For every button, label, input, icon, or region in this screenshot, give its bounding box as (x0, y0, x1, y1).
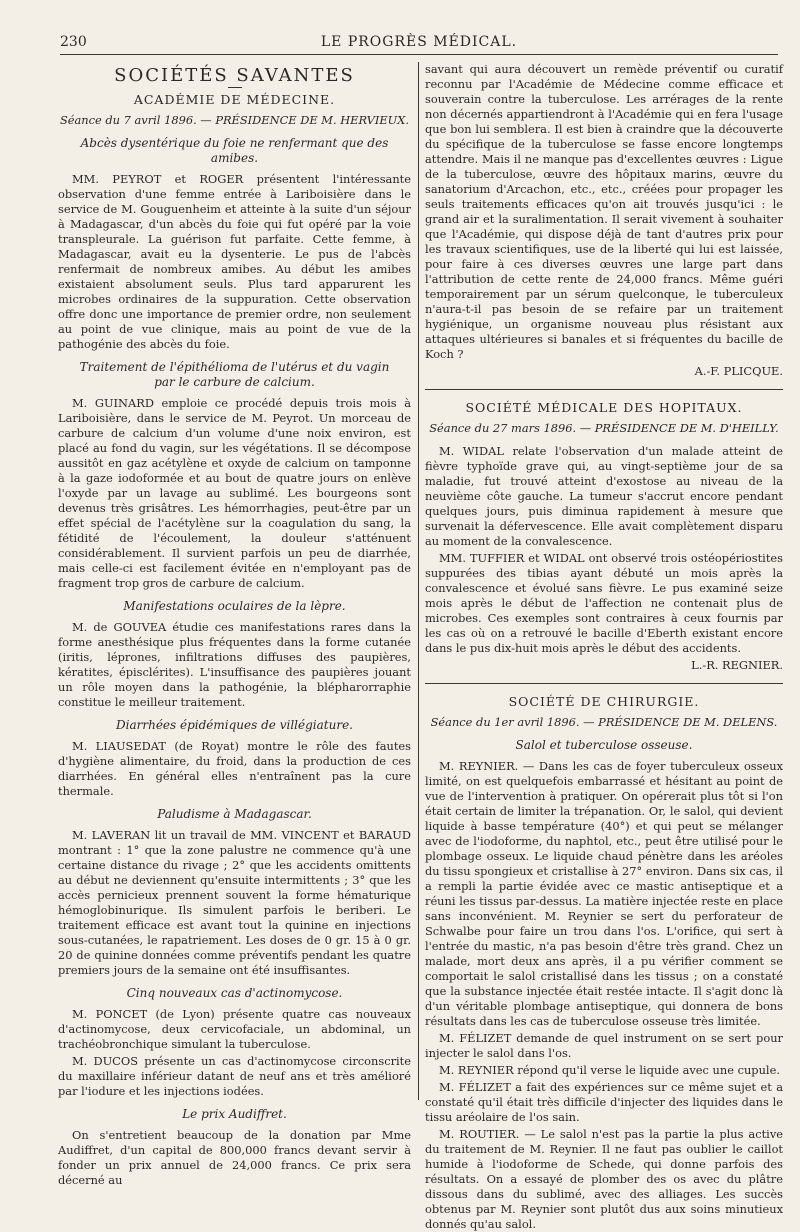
prix-paragraph: On s'entretient beaucoup de la donation par Mme Audiffret, d'un capital de 800,000 francs devant servir à fonder un prix annuel de 24,000 francs. Ce prix sera décerné au (58, 1128, 411, 1187)
abces-title: Abcès dysentérique du foie ne renfermant que des amibes. (80, 136, 389, 165)
actinomycose-paragraph-1: M. PONCET (de Lyon) présente quatre cas nouveaux d'actinomycose, deux cervicofaciale, un abdominal, un trachéobronchique simulant la tuberculose. (58, 1007, 411, 1051)
academy-seance: Séance du 7 avril 1896. — PRÉSIDENCE DE M. HERVIEUX. (59, 113, 410, 127)
continuation-paragraph: savant qui aura découvert un remède préventif ou curatif reconnu par l'Académie de Médecine comme efficace et souverain contre la tuberculose. Les arrérages de la rente non décernés appartiendront à l'Académie qui en fera l'usage que bon lui semblera. Il est bien à craindre que la découverte du spécifique de la tuberculose se fasse encore longtemps attendre. Mais il ne manque pas d'excellentes œuvres : Ligue de la tuberculose, œuvre des hôpitaux marins, œuvre du sanatorium d'Arcachon, etc., etc., créées pour propager les seuls traitements efficaces qu'on ait trouvés jusqu'ici : le grand air et la suralimentation. Il serait vivement à souhaiter que l'Académie, qui dispose déjà de tant d'autres prix pour les travaux scientifiques, use de la liberté qui lui est laissée, pour faire à ces diverses œuvres une large part dans l'attribution de cette rente de 24,000 francs. Même guéri temporairement par un sérum quelconque, le tuberculeux n'aura-t-il pas besoin de se refaire par un traitement hygiénique, un organisme nouveau plus résistant aux attaques ultérieures si banales et si fréquentes du bacille de Koch ? (425, 62, 783, 361)
traitement-paragraph: M. GUINARD emploie ce procédé depuis trois mois à Lariboisière, dans le service de M. Peyrot. Un morceau de carbure de calcium d'un volume d'une noix environ, est placé au fond du vagin, sur les végétations. Il se décompose aussitôt en gaz acétylène et oxyde de calcium on tamponne à la gaze iodoformée et au bout de quatre jours on enlève l'oxyde par un lavage au sublimé. Les bourgeons sont devenus très grisâtres. Les hémorrhagies, peut-être par un effet spécial de l'acétylène sur la coagulation du sang, la fétidité de l'écoulement, la douleur s'atténuent considérablement. Il survient parfois un peu de diarrhée, mais celle-ci est facilement évitée en n'employant pas de fragment trop gros de carbure de calcium. (58, 396, 411, 590)
academy-title: ACADÉMIE DE MÉDECINE. (133, 92, 336, 107)
hopitaux-paragraph-1: M. WIDAL relate l'observation d'un malade atteint de fièvre typhoïde grave qui, au vingt-septième jour de sa maladie, fut trouvé atteint d'exostose au niveau de la neuvième côte gauche. La tumeur s'accrut encore pendant quelques jours, puis diminua rapidement à mesure que survenait la défervescence. Elle avait complètement disparu au moment de la convalescence. (425, 444, 783, 548)
salol-paragraph-1: M. REYNIER. — Dans les cas de foyer tuberculeux osseux limité, on est quelquefois embarrassé et hésitant au point de vue de l'intervention à pratiquer. On opérerait plus tôt si l'on était certain de limiter la trépanation. Or, le salol, qui devient liquide à basse température (40°) et qui peut se mélanger avec de l'iodoforme, du naphtol, etc., peut être utilisé pour le plombage osseux. Le liquide chaud pénètre dans les aréoles du tissu spongieux et cristallise à 27° environ. Dans six cas, il a rempli la partie évidée avec ce mastic antiseptique et a réuni les tissus par-dessus. La matière injectée reste en place sans inconvénient. M. Reynier se sert du perforateur de Schwalbe pour faire un trou dans l'os. L'orifice, qui sert à l'entrée du mastic, n'a pas besoin d'être très grand. Chez un malade, mort deux ans après, il a pu vérifier comment se comportait le salol cristallisé dans les tissus ; on a constaté que la substance injectée était restée intacte. Il s'agit donc là d'un véritable plombage antiseptique, qui donnera de bons résultats dans les cas de tuberculose osseuse très limitée. (425, 759, 783, 1028)
lepre-paragraph: M. de GOUVEA étudie ces manifestations rares dans la forme anesthésique plus fréquentes dans la forme cutanée (iritis, léprones, infiltrations diffuses des paupières, kératites, épisclérites). L'insuffisance des paupières jouant un rôle moyen dans la pathogénie, la blépharorraphie constitue le meilleur traitement. (58, 620, 411, 709)
section-rule (425, 683, 783, 684)
left-column (58, 62, 411, 1187)
signature-plicque: A.-F. PLICQUE. (694, 364, 783, 378)
paludisme-title: Paludisme à Madagascar. (157, 807, 312, 821)
right-column (425, 62, 783, 1231)
hopitaux-title: SOCIÉTÉ MÉDICALE DES HOPITAUX. (465, 400, 743, 415)
salol-paragraph-3: M. REYNIER répond qu'il verse le liquide avec une cupule. (439, 1063, 780, 1077)
hopitaux-seance: Séance du 27 mars 1896. — PRÉSIDENCE DE M. D'HEILLY. (429, 421, 779, 435)
salol-paragraph-2: M. FÉLIZET demande de quel instrument on se sert pour injecter le salol dans l'os. (425, 1031, 783, 1060)
hopitaux-paragraph-2: MM. TUFFIER et WIDAL ont observé trois ostéopériostites suppurées des tibias ayant débuté un mois après la convalescence et évolué sans fièvre. Le pus examiné seize mois après le début de l'affection ne contenait plus de microbes. Ces exemples sont contraires à ceux fournis par les cas où on a retrouvé le bacille d'Eberth existant encore dans le pus dix-huit mois après le début des accidents. (425, 551, 783, 655)
chirurgie-title: SOCIÉTÉ DE CHIRURGIE. (508, 694, 700, 709)
abces-paragraph: MM. PEYROT et ROGER présentent l'intéressante observation d'une femme entrée à Lariboisière dans le service de M. Gouguenheim et atteinte à la suite d'un séjour à Madagascar, d'un abcès du foie qui fut opéré par la voie transpleurale. La guérison fut parfaite. Cette femme, à Madagascar, avait eu la dysenterie. Le pus de l'abcès renfermait de nombreux amibes. Au début les amibes existaient absolument seuls. Plus tard apparurent les microbes ordinaires de la suppuration. Cette observation offre donc une importance de premier ordre, non seulement au point de vue clinique, mais au point de vue de la pathogénie des abcès du foie. (58, 172, 411, 351)
running-header (60, 28, 778, 55)
title-dash (228, 87, 242, 88)
actinomycose-paragraph-2: M. DUCOS présente un cas d'actinomycose circonscrite du maxillaire inférieur datant de neuf ans et très amélioré par l'iodure et les injections iodées. (58, 1054, 411, 1098)
diarrhees-title: Diarrhées épidémiques de villégiature. (116, 718, 353, 732)
diarrhees-paragraph: M. LIAUSEDAT (de Royat) montre le rôle des fautes d'hygiène alimentaire, du froid, dans la production de ces diarrhées. En général elles n'entraînent pas la cure thermale. (58, 739, 411, 798)
section-rule (425, 389, 783, 390)
signature-regnier: L.-R. REGNIER. (691, 658, 783, 672)
salol-paragraph-5: M. ROUTIER. — Le salol n'est pas la partie la plus active du traitement de M. Reynier. Il ne faut pas oublier le caillot humide à l'iodoforme de Schede, qui donne parfois des résultats. On a essayé de plomber des os avec du plâtre dissous dans du sublimé, avec des alliages. Les succès obtenus par M. Reynier sont plutôt dus aux soins minutieux donnés qu'au salol. (425, 1127, 783, 1231)
traitement-title: Traitement de l'épithélioma de l'utérus et du vagin par le carbure de calcium. (79, 360, 390, 389)
prix-title: Le prix Audiffret. (182, 1107, 287, 1121)
paludisme-paragraph: M. LAVERAN lit un travail de MM. VINCENT et BARAUD montrant : 1° que la zone palustre ne commence qu'à une certaine distance du rivage ; 2° que les accidents omittents au début ne deviennent qu'ensuite intermittents ; 3° que les accès pernicieux prennent souvent la forme hématurique hémoglobinurique. Ils simulent parfois le beriberi. Le traitement efficace est avant tout la quinine en injections sous-cutanées, le rapatriement. Les doses de 0 gr. 15 à 0 gr. 20 de quinine données comme préventifs pendant les quatre premiers jours de la semaine ont été insuffisantes. (58, 828, 411, 977)
running-title: LE PROGRÈS MÉDICAL. (320, 34, 518, 50)
salol-paragraph-4: M. FÉLIZET a fait des expériences sur ce même sujet et a constaté qu'il était très difficile d'injecter des liquides dans le tissu aréolaire de l'os sain. (425, 1080, 783, 1124)
lepre-title: Manifestations oculaires de la lèpre. (123, 599, 346, 613)
chirurgie-seance: Séance du 1er avril 1896. — PRÉSIDENCE DE M. DELENS. (430, 715, 778, 729)
page-number: 230 (60, 34, 87, 50)
actinomycose-title: Cinq nouveaux cas d'actinomycose. (126, 986, 343, 1000)
section-title: SOCIÉTÉS SAVANTES (114, 65, 355, 86)
salol-title: Salol et tuberculose osseuse. (515, 738, 693, 752)
column-divider (418, 62, 419, 1100)
